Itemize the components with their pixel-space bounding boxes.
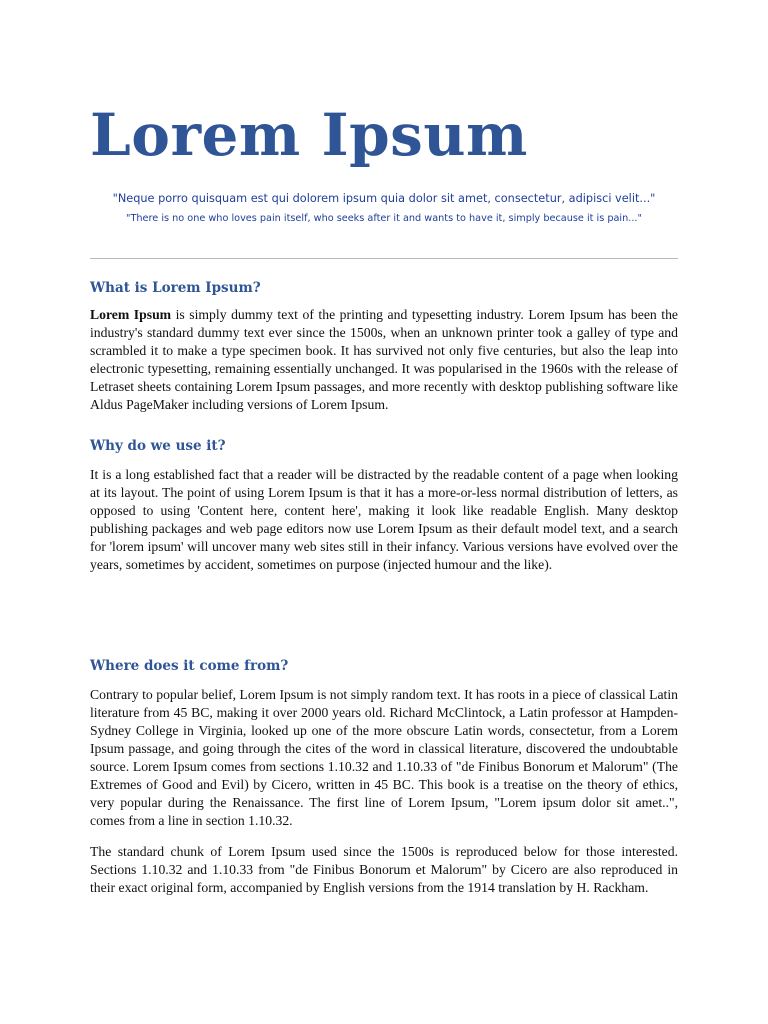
lead-term: Lorem Ipsum	[90, 307, 172, 322]
section-heading-what-is: What is Lorem Ipsum?	[90, 280, 261, 296]
section-paragraph-why-use: It is a long established fact that a reader will be distracted by the readable content of a page when looking at its layout. The point of using Lorem Ipsum is that it has a more-or-less normal distribution of letters, as opposed to using 'Content here, content here', making it look like readable English. Many desktop publishing packages and web page editors now use Lorem Ipsum as their default model text, and a search for 'lorem ipsum' will uncover many web sites still in their infancy. Various versions have evolved over the years, sometimes by accident, sometimes on purpose (injected humour and the like).	[90, 467, 678, 572]
section-paragraph-where-from: Contrary to popular belief, Lorem Ipsum is not simply random text. It has roots in a piece of classical Latin literature from 45 BC, making it over 2000 years old. Richard McClintock, a Latin professor at Hampden-Sydney College in Virginia, looked up one of the more obscure Latin words, consectetur, from a Lorem Ipsum passage, and going through the cites of the word in classical literature, discovered the undoubtable source. Lorem Ipsum comes from sections 1.10.32 and 1.10.33 of "de Finibus Bonorum et Malorum" (The Extremes of Good and Evil) by Cicero, written in 45 BC. This book is a treatise on the theory of ethics, very popular during the Renaissance. The first line of Lorem Ipsum, "Lorem ipsum dolor sit amet..", comes from a line in section 1.10.32.	[90, 687, 678, 828]
section-paragraph-what-is	[90, 306, 678, 414]
section-heading-where-from: Where does it come from?	[90, 658, 289, 674]
document-title: Lorem Ipsum	[90, 101, 528, 169]
horizontal-divider	[90, 258, 678, 259]
latin-quote: "Neque porro quisquam est qui dolorem ipsum quia dolor sit amet, consectetur, adipisci velit..."	[112, 192, 656, 205]
section-heading-why-use: Why do we use it?	[90, 438, 226, 454]
paragraph-text: is simply dummy text of the printing and typesetting industry. Lorem Ipsum has been the industry's standard dummy text ever since the 1500s, when an unknown printer took a galley of type and scrambled it to make a type specimen book. It has survived not only five centuries, but also the leap into electronic typesetting, remaining essentially unchanged. It was popularised in the 1960s with the release of Letraset sheets containing Lorem Ipsum passages, and more recently with desktop publishing software like Aldus PageMaker including versions of Lorem Ipsum.	[90, 307, 678, 412]
english-quote: "There is no one who loves pain itself, who seeks after it and wants to have it, simply because it is pain..."	[126, 213, 642, 224]
section-paragraph-standard-chunk: The standard chunk of Lorem Ipsum used since the 1500s is reproduced below for those interested. Sections 1.10.32 and 1.10.33 from "de Finibus Bonorum et Malorum" by Cicero are also reproduced in their exact original form, accompanied by English versions from the 1914 translation by H. Rackham.	[90, 844, 678, 895]
